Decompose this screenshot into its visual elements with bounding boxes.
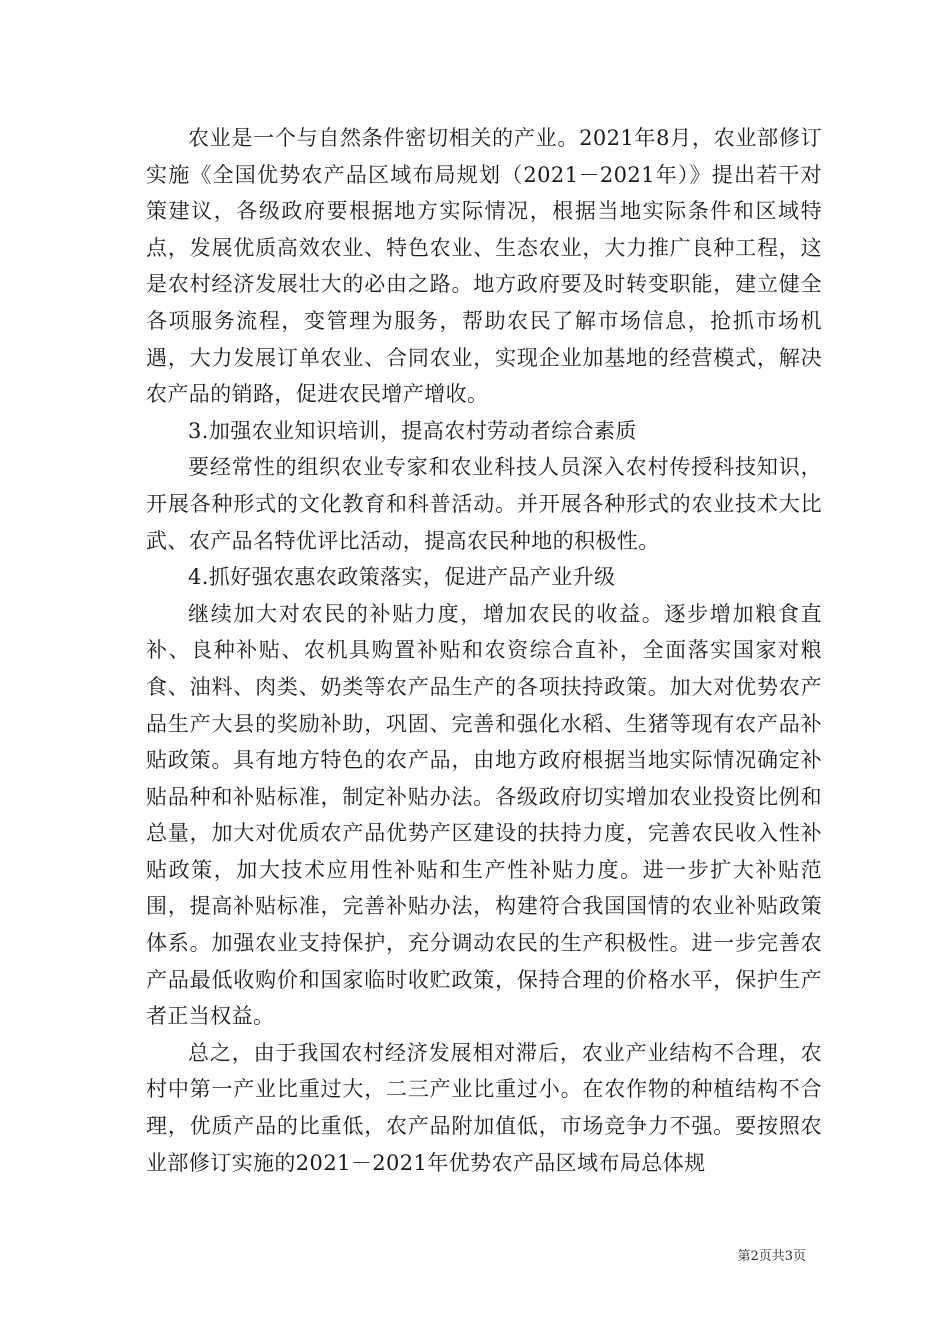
section-heading-3: 3.加强农业知识培训，提高农村劳动者综合素质 — [188, 418, 637, 443]
paragraph-1: 农业是一个与自然条件密切相关的产业。2021年8月，农业部修订实施《全国优势农产品区域布局规划（2021－2021年）》提出若干对策建议，各级政府要根据地方实际情况，根据当地实际条件和区域特点，发展优质高效农业、特色农业、生态农业，大力推广良种工程，这是农村经济发展壮大的必由之路。地方政府要及时转变职能，建立健全各项服务流程，变管理为服务，帮助农民了解市场信息，抢抓市场机遇，大力发展订单农业、合同农业，实现企业加基地的经营模式，解决农产品的销路，促进农民增产增收。 — [146, 126, 822, 407]
paragraph-2: 要经常性的组织农业专家和农业科技人员深入农村传授科技知识，开展各种形式的文化教育和科普活动。并开展各种形式的农业技术大比武、农产品名特优评比活动，提高农民种地的积极性。 — [146, 455, 822, 553]
paragraph-4: 总之，由于我国农村经济发展相对滞后，农业产业结构不合理，农村中第一产业比重过大，二三产业比重过小。在农作物的种植结构不合理，优质产品的比重低，农产品附加值低，市场竞争力不强。要按照农业部修订实施的2021－2021年优势农产品区域布局总体规 — [146, 1040, 822, 1175]
page-number-footer: 第2页共3页 — [737, 1249, 806, 1264]
paragraph-3: 继续加大对农民的补贴力度，增加农民的收益。逐步增加粮食直补、良种补贴、农机具购置补贴和农资综合直补，全面落实国家对粮食、油料、肉类、奶类等农产品生产的各项扶持政策。加大对优势农产品生产大县的奖励补助，巩固、完善和强化水稻、生猪等现有农产品补贴政策。具有地方特色的农产品，由地方政府根据当地实际情况确定补贴品种和补贴标准，制定补贴办法。各级政府切实增加农业投资比例和总量，加大对优质农产品优势产区建设的扶持力度，完善农民收入性补贴政策，加大技术应用性补贴和生产性补贴力度。进一步扩大补贴范围，提高补贴标准，完善补贴办法，构建符合我国国情的农业补贴政策体系。加强农业支持保护，充分调动农民的生产积极性。进一步完善农产品最低收购价和国家临时收贮政策，保持合理的价格水平，保护生产者正当权益。 — [146, 601, 822, 1029]
document-body — [146, 120, 822, 1181]
section-heading-4: 4.抓好强农惠农政策落实，促进产品产业升级 — [188, 565, 616, 590]
